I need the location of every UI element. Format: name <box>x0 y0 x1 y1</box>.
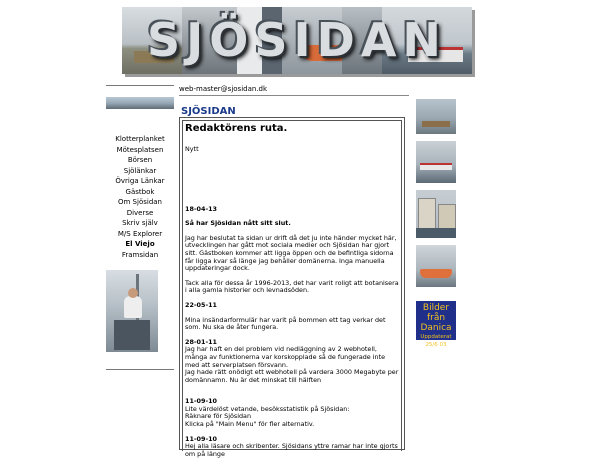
entry-text: Lite värdelöst vetande, besöksstatistik på Sjösidan: <box>185 404 350 413</box>
boat-cabin-shape <box>114 320 150 350</box>
nav-item-motesplatsen[interactable]: Mötesplatsen <box>116 145 164 154</box>
nav-item-diverse[interactable]: Diverse <box>126 208 154 217</box>
left-divider-bottom <box>106 369 174 370</box>
nav-item-sjolankar[interactable]: Sjölänkar <box>123 166 157 175</box>
entry-text: Tack alla för dessa år 1996-2013, det har varit roligt att botanisera i alla gamla historier och levnadsöden. <box>185 278 399 295</box>
entry-date: 28-01-11 <box>185 337 217 346</box>
webmaster-email-link[interactable]: web-master@sjosidan.dk <box>179 85 268 93</box>
nav-item-borsen[interactable]: Börsen <box>127 156 153 164</box>
header-banner <box>122 7 472 74</box>
entry-text: Hej alla läsare och skribenter. Sjösidans yttre ramar har inte gjorts om på länge <box>185 442 398 458</box>
nav-item-klotterplanket[interactable]: Klotterplanket <box>115 135 165 143</box>
danica-line1: Bilder från <box>422 303 450 323</box>
left-divider-top <box>106 85 174 86</box>
nav-item-ovriga-lankar[interactable]: Övriga Länkar <box>115 177 165 185</box>
right-photo-harbor[interactable] <box>416 99 456 134</box>
danica-line2: Danica <box>420 323 452 333</box>
person-shirt-shape <box>124 296 142 318</box>
entry-text: Jag hade rätt onödigt ett webhotell på vardera 3000 Megabyte per domännamn. Nu är det minskat till hälften <box>185 368 399 384</box>
nav-item-om-sjosidan[interactable]: Om Sjösidan <box>118 198 162 206</box>
entry-title: Så har Sjösidan nått sitt slut. <box>185 219 291 228</box>
editor-box-inner[interactable] <box>182 120 402 458</box>
editor-box-heading: Redaktörens ruta. <box>185 123 288 134</box>
entry-text: Mina insändarformulär har varit på bommen ett tag verkar det som. Nu ska de åter fungera. <box>185 315 386 332</box>
nav-item-gastbok[interactable]: Gästbok <box>125 187 155 196</box>
danica-photos-banner[interactable] <box>416 301 456 348</box>
banner-title: SJÖSIDAN <box>147 13 447 67</box>
entry-text: Jag har beslutat ta sidan ur drift då det ju inte händer mycket här, utvecklingen har gått mot sociala medier och Sjösidan har gjort sitt. Gästboken kommer att ligga öppen och de befintliga sidorna får ligga kvar så länge jag behåller domänerna. Inga manuella uppdateringar dock. <box>185 233 397 273</box>
right-photo-ferry[interactable] <box>416 141 456 183</box>
right-photo-lifeboat[interactable] <box>416 245 456 287</box>
right-photo-buildings[interactable] <box>416 190 456 238</box>
nav-item-framsidan[interactable]: Framsidan <box>121 250 159 259</box>
entry-date: 18-04-13 <box>185 204 217 213</box>
entry-date: 22-05-11 <box>185 300 217 309</box>
left-photo-harbor <box>106 97 174 109</box>
nav-item-el-viejo[interactable]: El Viejo <box>125 240 155 248</box>
entry-date: 11-09-10 <box>185 434 217 443</box>
danica-updated: Uppdaterat 25/6 03 <box>420 334 452 348</box>
nav-item-skriv-sjalv[interactable]: Skriv själv <box>122 219 158 227</box>
page-title: SJÖSIDAN <box>181 106 236 117</box>
entry-text: Klicka på "Main Menu" för fler alternativ. <box>185 420 315 429</box>
news-label: Nytt <box>185 145 199 153</box>
person-head-shape <box>128 288 138 298</box>
left-photo-sailor <box>106 270 158 352</box>
entry-text: Jag har haft en del problem vid nedläggning av 2 webhotell, många av funktionerna var korskopplade så de fungerade inte med att serverplatsen försvann. <box>185 345 386 369</box>
center-divider <box>179 95 409 96</box>
nav-item-ms-explorer[interactable]: M/S Explorer <box>117 229 163 238</box>
left-navigation <box>106 134 174 260</box>
entry-date: 11-09-10 <box>185 397 217 406</box>
counter-link[interactable]: Räknare för Sjösidan <box>185 412 252 421</box>
editor-box <box>179 117 405 458</box>
